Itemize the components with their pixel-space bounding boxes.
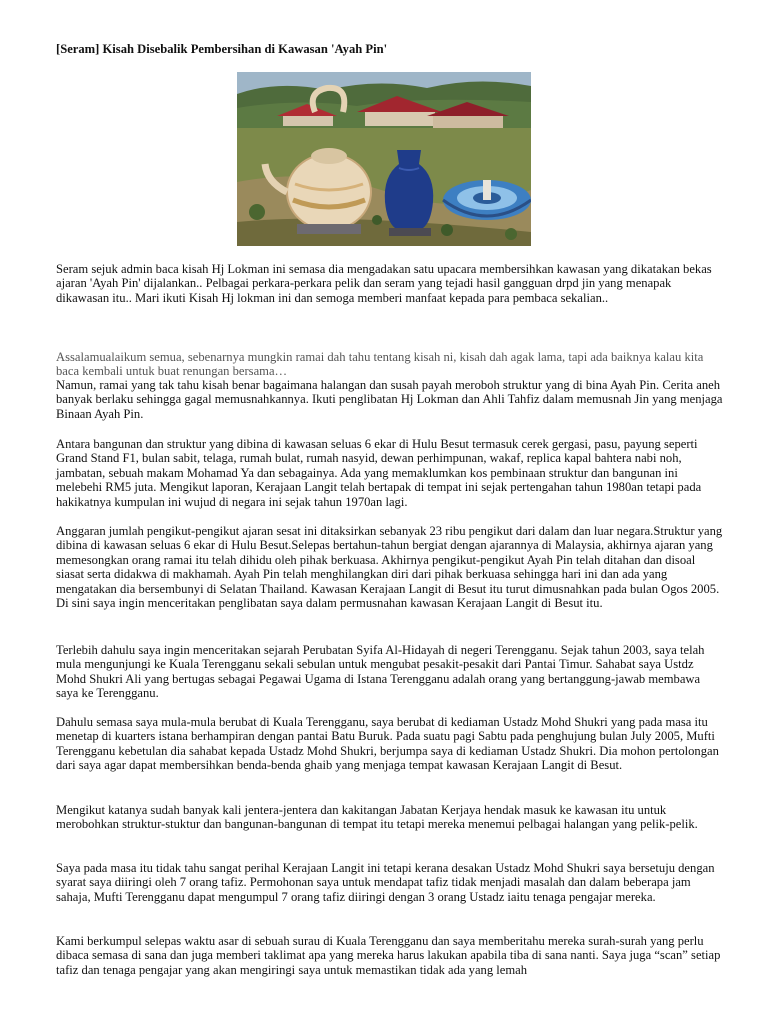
photo-illustration	[237, 72, 531, 246]
gathering-paragraph: Kami berkumpul selepas waktu asar di sebuah surau di Kuala Terengganu dan saya memberitahu mereka surah-surah yang perlu dibaca semasa di sana dan juga memberi taklimat apa yang mereka harus lakukan apabila tiba di sana nanti. Saya juga “scan” setiap tafiz dan tenaga pengajar yang akan mengiringi saya untuk memastikan tidak ada yang lemah	[56, 934, 721, 977]
treatment-paragraph: Dahulu semasa saya mula-mula berubat di Kuala Terengganu, saya berubat di kediaman Ustadz Mohd Shukri yang pada masa itu menetap di kuarters istana berhampiran dengan pantai Batu Buruk. Pada suatu pagi Sabtu pada penghujung bulan July 2005, Mufti Terengganu kebetulan dia sahabat kepada Ustadz Mohd Shukri, berjumpa saya di kediaman Ustadz Shukri. Dia mohon pertolongan dari saya agar dapat membersihkan benda-benda ghaib yang menjaga tempat kawasan Kerajaan Langit di Besut.	[56, 715, 719, 773]
intro-paragraph: Seram sejuk admin baca kisah Hj Lokman ini semasa dia mengadakan satu upacara membersihkan kawasan yang dikatakan bekas ajaran 'Ayah Pin' dijalankan.. Pelbagai perkara-perkara pelik dan seram yang tejadi hasil gangguan drpd jin yang menapak dikawasan itu.. Mari ikuti Kisah Hj lokman ini dan semoga memberi manfaat kepada para pembaca sekalian..	[56, 262, 712, 305]
story-paragraph: Namun, ramai yang tak tahu kisah benar bagaimana halangan dan susah payah meroboh struktur yang di bina Ayah Pin. Cerita aneh banyak berlaku sehingga gagal memusnahkannya. Ikuti penglibatan Hj Lokman dan Ahli Tahfiz dalam memusnah Jin yang menjaga Binaan Ayah Pin.	[56, 378, 723, 421]
tahfiz-paragraph: Saya pada masa itu tidak tahu sangat perihal Kerajaan Langit ini tetapi kerana desakan Ustadz Mohd Shukri saya bersetuju dengan syarat saya diiringi oleh 7 orang tafiz. Permohonan saya untuk mendapat tafiz tidak menjadi masalah dan dalam beberapa jam sahaja, Mufti Terengganu dapat mengumpul 7 orang tafiz diiringi dengan 3 orang Ustadz iaitu tenaga pengajar mereka.	[56, 861, 715, 904]
ayah-pin-compound-photo	[237, 72, 531, 246]
structures-paragraph: Antara bangunan dan struktur yang dibina di kawasan seluas 6 ekar di Hulu Besut termasuk cerek gergasi, pasu, payung seperti Grand Stand F1, bulan sabit, telaga, rumah bulat, rumah nasyid, dewan perhimpunan, wakaf, replica kapal bahtera nabi noh, jambatan, sebuah makam Mohamad Ya dan sebagainya. Ada yang memaklumkan kos pembinaan struktur dan bangunan ini melebehi RM5 juta. Mengikut laporan, Kerajaan Langit telah bertapak di tempat ini sejak pertengahan tahun 1980an tetapi pada hakikatnya kumpulan ini wujud di negara ini sejak tahun 1970an lagi.	[56, 437, 702, 509]
obstacles-paragraph: Mengikut katanya sudah banyak kali jentera-jentera dan kakitangan Jabatan Kerjaya hendak masuk ke kawasan itu untuk merobohkan struktur-stuktur dan bangunan-bangunan di tempat itu tetapi mereka menemui pelbagai halangan yang pelik-pelik.	[56, 803, 698, 832]
greeting-paragraph: Assalamualaikum semua, sebenarnya mungkin ramai dah tahu tentang kisah ni, kisah dah agak lama, tapi ada baiknya kalau kita baca kembali untuk buat renungan bersama…	[56, 350, 704, 379]
history-paragraph: Terlebih dahulu saya ingin menceritakan sejarah Perubatan Syifa Al-Hidayah di negeri Terengganu. Sejak tahun 2003, saya telah mula mengunjungi ke Kuala Terengganu sekali sebulan untuk mengubat pesakit-pesakit dari Pantai Timur. Sahabat saya Ustdz Mohd Shukri Ali yang bertugas sebagai Pegawai Ugama di Istana Terengganu adalah orang yang bertanggung-jawab membawa saya ke Terengganu.	[56, 643, 705, 701]
document-page	[56, 42, 724, 56]
followers-paragraph: Anggaran jumlah pengikut-pengikut ajaran sesat ini ditaksirkan sebanyak 23 ribu pengikut dari dalam dan luar negara.Struktur yang dibina di kawasan seluas 6 ekar di Hulu Besut.Selepas bertahun-tahun bergiat dengan ajarannya di Malaysia, akhirnya ajaran yang memesongkan orang ramai itu telah dihidu oleh pihak berkuasa. Akhirnya pengikut-pengikut Ayah Pin telah ditahan dan disoal siasat serta didakwa di makhamah. Ayah Pin telah menghilangkan diri dari pihak berkuasa sehingga hari ini dan ada yang mengatakan dia bersembunyi di Selatan Thailand. Kawasan Kerajaan Langit di Besut itu turut dimusnahkan pada bulan Ogos 2005. Di sini saya ingin menceritakan penglibatan saya dalam permusnahan kawasan Kerajaan Langit di Besut itu.	[56, 524, 723, 611]
article-title: [Seram] Kisah Disebalik Pembersihan di Kawasan 'Ayah Pin'	[56, 42, 388, 56]
